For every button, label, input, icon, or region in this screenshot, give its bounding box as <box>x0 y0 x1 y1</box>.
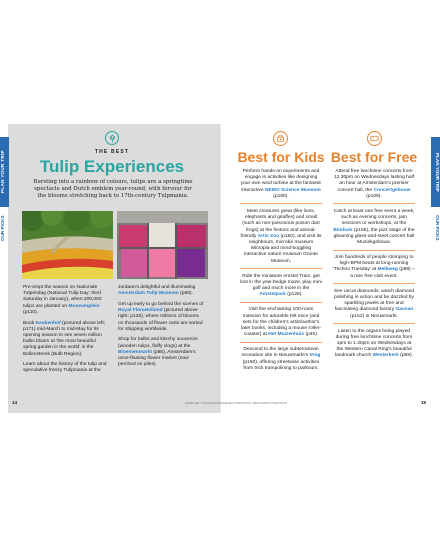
kids-item-ref: (p150). <box>273 193 289 199</box>
subsection-tab-right-label[interactable]: OUR PICKS <box>435 215 440 241</box>
tulips-column-2 <box>118 285 204 373</box>
free-item-ref: (p88) – a rare free club event. <box>350 267 415 279</box>
kids-item-text: Meet creatures great (like lions, elephants and giraffes) and small (such as non-poisonous poison dart frogs) at the historic and animal-friendly <box>240 208 320 239</box>
subsection-tab-left-label[interactable]: OUR PICKS <box>0 215 5 241</box>
free-item-text: Join hundreds of people stomping to high-BPM beats at long-running 'Techno Tuesday' at <box>333 255 414 273</box>
tulips-item-text: Jordaan's delightful and illuminating <box>118 285 196 290</box>
free-column <box>333 169 415 368</box>
free-item-ref: (p155), the jazz stage of the gleaming glass-and-steel concert hall Muziekgebouw. <box>333 227 415 245</box>
tulips-item-ref: (p110). <box>23 309 39 315</box>
tulips-item-text: Book <box>23 320 36 326</box>
kids-column <box>240 169 322 380</box>
concertgebouw-link[interactable]: Concertgebouw <box>373 187 411 193</box>
section-tab-right-label: PLAN YOUR TRIP <box>435 152 440 192</box>
kids-icon <box>273 131 288 146</box>
free-item <box>333 209 415 251</box>
tulips-item-text: Shop for bulbs and kitschy souvenirs (wooden tulips, fluffy clogs) at the <box>118 337 198 349</box>
page-title-tulips: Tulip Experiences <box>39 157 185 176</box>
tulips-item-ref: (p85), Amsterdam's once-floating flower market (now perched on piles). <box>118 349 196 368</box>
tulips-item-ref: (pictured above left; p171) mid-March to mid-May for its opening season to see seven million bulbs bloom at 'the most beautiful spring garden in the world' in the Bollenstreek (Bulb Region). <box>23 320 106 357</box>
intro-paragraph: Bursting into a rainbow of colours, tulips are a springtime spectacle and Dutch emblem year-round, with fervour for the blooms stretching back to 17th-century Tulpmania. <box>33 179 193 200</box>
free-item <box>333 169 415 204</box>
artis-zoo-link[interactable]: Artis Zoo <box>257 233 280 239</box>
tulips-item <box>118 337 204 368</box>
gassan-link[interactable]: Gassan <box>395 307 414 313</box>
tulips-item-text: Pre-empt the season on Nationale Tulpendag (National Tulip Day; third Saturday in January), when 200,000 tulips are planted on <box>23 285 102 309</box>
kids-item-ref: (p150), offering streetwise activities from trick trampolining to parkours. <box>242 359 320 371</box>
kids-item-text: Descend to the large subterranean recreation site in Nieuwmarkt's <box>241 347 319 359</box>
kids-item-text: Ride the miniature Amstel Train, get lost in the yew-hedge maze, play mini golf and much more in the <box>240 273 322 292</box>
muizenhuis-link[interactable]: Het Muizenhuis <box>268 332 305 338</box>
museumplein-link[interactable]: Museumplein <box>68 303 100 309</box>
best-for-kids-title: Best for Kids <box>237 149 325 165</box>
kids-item-ref: (p45). <box>304 332 319 338</box>
bimhuis-link[interactable]: Bimhuis <box>333 227 353 233</box>
kids-item-text: Visit the enchanting 100-room mansion for adorable felt mice (and sets for the children's artist/author's later books, including a mouse roller-coaster) at <box>241 307 321 338</box>
kids-item-ref: (p150), and visit its neighbours, microbe museum Micropia and mind-boggling interactive nature museum Groote Museum. <box>244 233 322 264</box>
free-item <box>333 329 415 363</box>
tulips-item <box>23 362 109 374</box>
tulips-column-1 <box>23 285 109 379</box>
keukenhof-photo <box>22 211 113 279</box>
tulips-item-ref: (p88). <box>178 291 193 297</box>
vrog-link[interactable]: Vrog <box>309 353 321 359</box>
free-item-text: Listen to the organs being played during free lunchtime concerts from 1pm to 1.30pm on Wednesdays at the Western Canal Ring's beautiful landmark church <box>335 328 413 359</box>
page-gutter <box>219 124 221 413</box>
photo-credit: FROM LEFT: STOCKHOLMSHUE/SHUTTERSTOCK; SERGIO/SHUTTERSTOCK <box>185 401 288 405</box>
tulips-item <box>23 321 109 358</box>
floraholland-link[interactable]: Royal FloraHolland <box>118 308 163 314</box>
nemo-link[interactable]: NEMO Science Museum <box>264 187 321 193</box>
free-item-text: Attend free lunchtime concerts from 12.30pm on Wednesdays lasting half an hour at Amsterdam's premier concert hall, the <box>333 169 415 193</box>
free-item-text: Catch at least one free event a week, such as evening concerts, jam sessions or workshops, at the <box>333 208 415 227</box>
kids-item <box>240 209 322 269</box>
tulips-item <box>118 285 204 297</box>
westerkerk-link[interactable]: Westerkerk <box>372 353 399 359</box>
kids-item <box>240 274 322 303</box>
free-item-text: See uncut diamonds, watch diamond polishing in action and be dazzled by sparkling jewels at free and fascinating diamond factory <box>333 288 415 313</box>
tulips-item <box>23 285 109 316</box>
section-tab-left-label: PLAN YOUR TRIP <box>0 150 5 194</box>
bloemenmarkt-link[interactable]: Bloemenmarkt <box>118 349 152 355</box>
kids-item-ref: (p128). <box>285 292 303 298</box>
page-number-left: 14 <box>12 400 18 405</box>
kids-item <box>240 169 322 204</box>
keukenhof-link[interactable]: Keukenhof <box>35 320 61 326</box>
free-item <box>333 255 415 284</box>
free-item-ref: (p152) in Nieuwmarkt. <box>350 313 398 319</box>
section-eyebrow: THE BEST <box>94 149 130 155</box>
tulips-item-ref: (pictured above right; p128), where millions of blooms on thousands of flower carts are sorted for shipping worldwide. <box>118 308 203 332</box>
free-item-ref: (p59). <box>398 353 413 359</box>
kids-item-text: Perform hands-on experiments and engage in activities like designing your own wind turbine at the fantastic interactive <box>240 169 322 193</box>
tulip-icon <box>105 131 119 145</box>
page-number-right: 15 <box>421 400 427 405</box>
amstelpark-link[interactable]: Amstelpark <box>259 292 286 298</box>
melkweg-link[interactable]: Melkweg <box>377 267 398 273</box>
floraholland-photo <box>117 211 208 279</box>
kids-item <box>240 347 322 375</box>
tulips-item-text: Learn about the history of the tulip and speculative frenzy Tulipmania at the <box>23 362 107 374</box>
best-for-free-title: Best for Free <box>330 149 418 165</box>
tulip-museum-link[interactable]: Amsterdam Tulip Museum <box>118 291 179 297</box>
tulips-item-text: Get up early to go behind the scenes of <box>118 301 204 307</box>
free-item <box>333 289 415 324</box>
kids-item <box>240 307 322 342</box>
free-item-ref: (p109). <box>366 193 382 199</box>
tulips-item <box>118 302 204 333</box>
ticket-icon <box>367 131 382 146</box>
